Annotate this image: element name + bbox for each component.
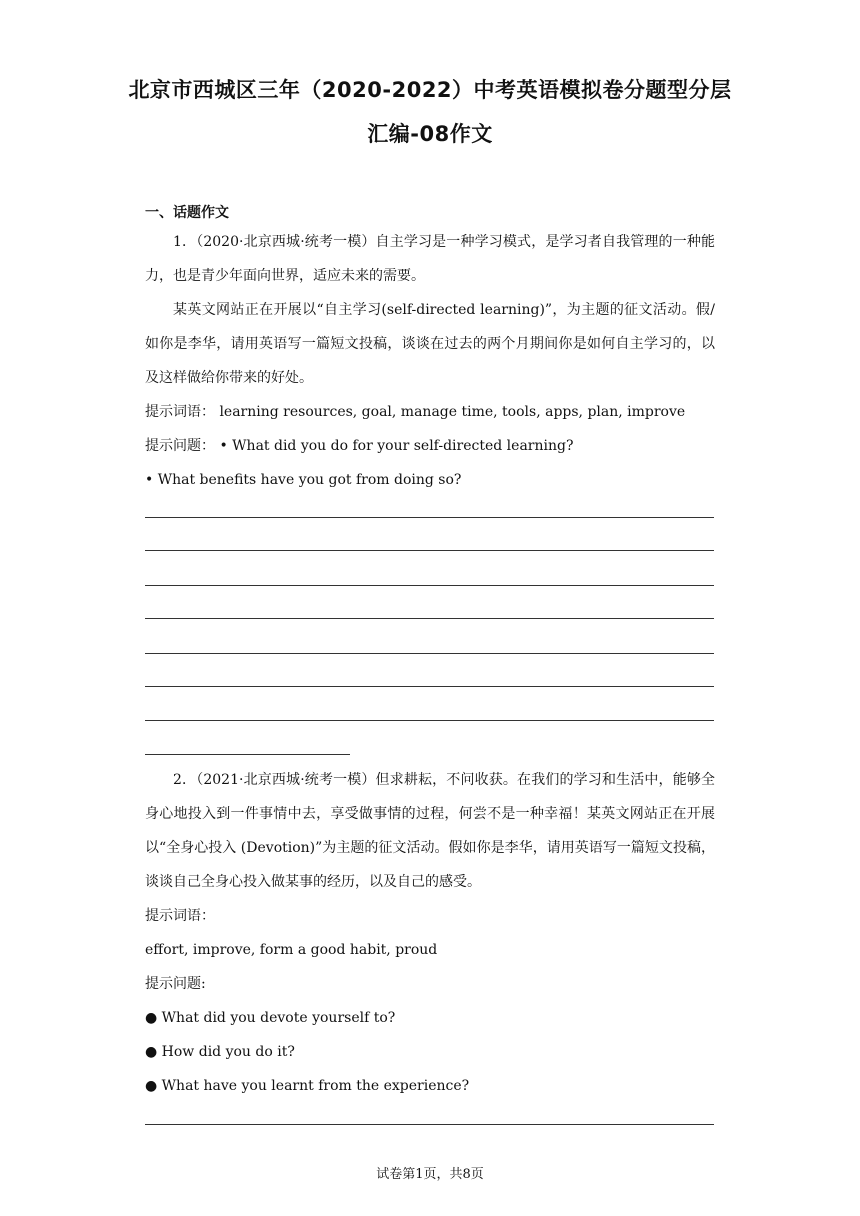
q2-prompt-question-2: ● How did you do it? [145,1044,295,1060]
answer-line[interactable] [145,1124,714,1125]
q1-prompt-question-2: • What benefits have you got from doing so? [145,472,462,488]
answer-line[interactable] [145,585,714,586]
answer-line-short[interactable] [145,754,350,755]
answer-line[interactable] [145,550,714,551]
answer-line[interactable] [145,720,714,721]
q1-keywords: 提示词语： learning resources, goal, manage time, tools, apps, plan, improve [145,404,686,420]
section-heading: 一、话题作文 [145,205,229,221]
answer-line[interactable] [145,517,714,518]
q1-prompt-question-1: 提示问题： • What did you do for your self-directed learning? [145,438,574,454]
q2-keywords: effort, improve, form a good habit, proud [145,942,438,958]
q1-task: 某英文网站正在开展以“自主学习(self-directed learning)”，为主题的征文活动。假/如你是李华，请用英语写一篇短文投稿，谈谈在过去的两个月期间你是如何自主学习的，以及这样做给你带来的好处。 [145,302,715,386]
q2-prompt-question-1: ● What did you devote yourself to? [145,1010,396,1026]
page-footer: 试卷第1页，共8页 [376,1167,484,1182]
document-title-line2: 汇编-08作文 [367,122,493,146]
answer-line[interactable] [145,618,714,619]
answer-line[interactable] [145,653,714,654]
answer-line[interactable] [145,686,714,687]
q2-questions-label: 提示问题: [145,976,206,992]
q1-intro: 1．（2020·北京西城·统考一模）自主学习是一种学习模式，是学习者自我管理的一种能力，也是青少年面向世界，适应未来的需要。 [145,234,715,284]
q2-intro: 2．（2021·北京西城·统考一模）但求耕耘，不问收获。在我们的学习和生活中，能够全身心地投入到一件事情中去，享受做事情的过程，何尝不是一种幸福！某英文网站正在开展以“全身心投入 (Devotion)”为主题的征文活动。假如你是李华，请用英语写一篇短文投稿，谈谈自己全身心投入做某事的经历，以及自己的感受。 [145,772,715,890]
document-title-line1: 北京市西城区三年（2020-2022）中考英语模拟卷分题型分层 [128,78,732,102]
q2-prompt-question-3: ● What have you learnt from the experience? [145,1078,470,1094]
q2-keywords-label: 提示词语： [145,908,215,924]
